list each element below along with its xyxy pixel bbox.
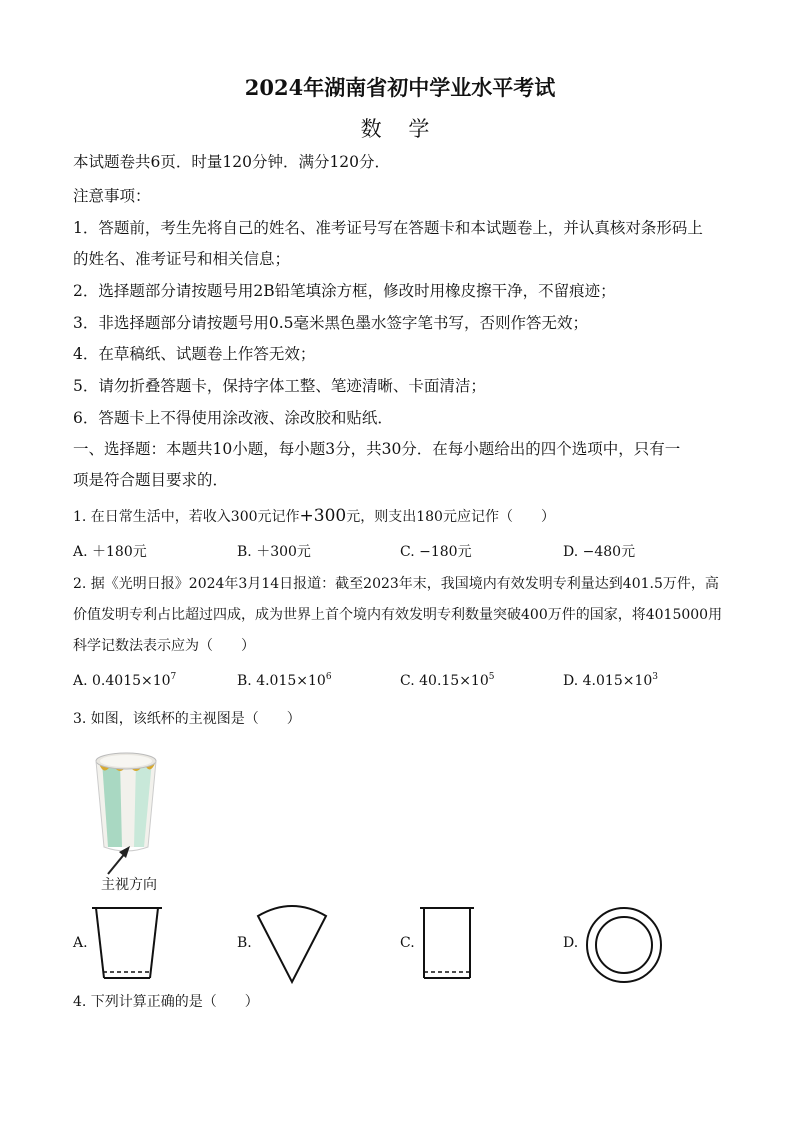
question-1-option-b[interactable]: B. ＋300元 xyxy=(237,544,311,560)
question-1-option-a[interactable]: A. ＋180元 xyxy=(73,544,147,560)
notice-label: 注意事项： xyxy=(73,187,151,205)
option-base: 4.015×10 xyxy=(256,673,326,689)
exam-intro: 本试题卷共6页．时量120分钟．满分120分． xyxy=(73,153,391,171)
question-1-text-a: 1. 在日常生活中，若收入300元记作 xyxy=(73,509,300,525)
question-4-stem: 4. 下列计算正确的是（ ） xyxy=(73,994,259,1010)
question-3-option-b-label[interactable]: B. xyxy=(237,935,252,951)
option-label: C. xyxy=(400,673,415,689)
option-base: 0.4015×10 xyxy=(92,673,171,689)
notice-item-6: 6．答题卡上不得使用涂改液、涂改胶和贴纸． xyxy=(73,409,393,427)
notice-item-1-cont: 的姓名、准考证号和相关信息； xyxy=(73,250,291,268)
notice-item-4: 4．在草稿纸、试题卷上作答无效； xyxy=(73,345,316,363)
question-1-math: +300 xyxy=(299,506,347,526)
question-2-option-d[interactable] xyxy=(563,672,658,689)
option-label: D. xyxy=(563,673,579,689)
option-exponent: 5 xyxy=(488,672,495,682)
option-label: B. xyxy=(237,673,252,689)
question-2-stem-line2: 价值发明专利占比超过四成，成为世界上首个境内有效发明专利数量突破400万件的国家，将4015000用 xyxy=(73,607,723,623)
option-exponent: 3 xyxy=(652,672,658,682)
option-base: 4.015×10 xyxy=(582,673,653,689)
notice-item-1: 1．答题前，考生先将自己的姓名、准考证号写在答题卡和本试题卷上，并认真核对条形码上 xyxy=(73,219,703,237)
option-exponent: 6 xyxy=(325,672,332,682)
question-3-option-a-label[interactable]: A. xyxy=(73,935,88,951)
view-direction-arrow-icon xyxy=(104,842,144,878)
question-3-option-c-label[interactable]: C. xyxy=(400,935,415,951)
option-label: A. xyxy=(73,673,88,689)
option-exponent: 7 xyxy=(170,672,177,682)
option-a-cup-shape[interactable] xyxy=(90,902,166,984)
option-b-fan-shape[interactable] xyxy=(254,900,330,986)
option-d-concentric-circles-shape[interactable] xyxy=(583,906,665,984)
question-1-text-b: 元，则支出180元应记作（ ） xyxy=(346,509,555,525)
question-2-option-a[interactable] xyxy=(73,672,176,689)
question-2-stem-line3: 科学记数法表示应为（ ） xyxy=(73,638,255,654)
view-direction-caption: 主视方向 xyxy=(101,877,157,893)
notice-item-2: 2．选择题部分请按题号用2B铅笔填涂方框，修改时用橡皮擦干净，不留痕迹； xyxy=(73,282,616,300)
exam-title: 2024年湖南省初中学业水平考试 xyxy=(244,75,556,100)
question-1-option-c[interactable]: C. −180元 xyxy=(400,544,472,560)
question-2-option-b[interactable] xyxy=(237,672,332,689)
section-heading: 一、选择题：本题共10小题，每小题3分，共30分．在每小题给出的四个选项中，只有一 xyxy=(73,440,681,458)
section-heading-cont: 项是符合题目要求的． xyxy=(73,471,229,489)
question-2-stem-line1: 2. 据《光明日报》2024年3月14日报道：截至2023年末，我国境内有效发明专利量达到401.5万件，高 xyxy=(73,576,719,592)
question-3-stem: 3. 如图，该纸杯的主视图是（ ） xyxy=(73,711,301,727)
subject-title: 数 学 xyxy=(360,117,440,141)
question-2-option-c[interactable] xyxy=(400,672,494,689)
option-base: 40.15×10 xyxy=(419,673,489,689)
notice-item-5: 5．请勿折叠答题卡，保持字体工整、笔迹清晰、卡面清洁； xyxy=(73,377,486,395)
question-3-option-d-label[interactable]: D. xyxy=(563,935,579,951)
notice-item-3: 3．非选择题部分请按题号用0.5毫米黑色墨水签字笔书写，否则作答无效； xyxy=(73,314,589,332)
question-1-option-d[interactable]: D. −480元 xyxy=(563,544,636,560)
question-1-stem xyxy=(73,506,555,526)
option-c-rectangle-shape[interactable] xyxy=(418,902,478,984)
